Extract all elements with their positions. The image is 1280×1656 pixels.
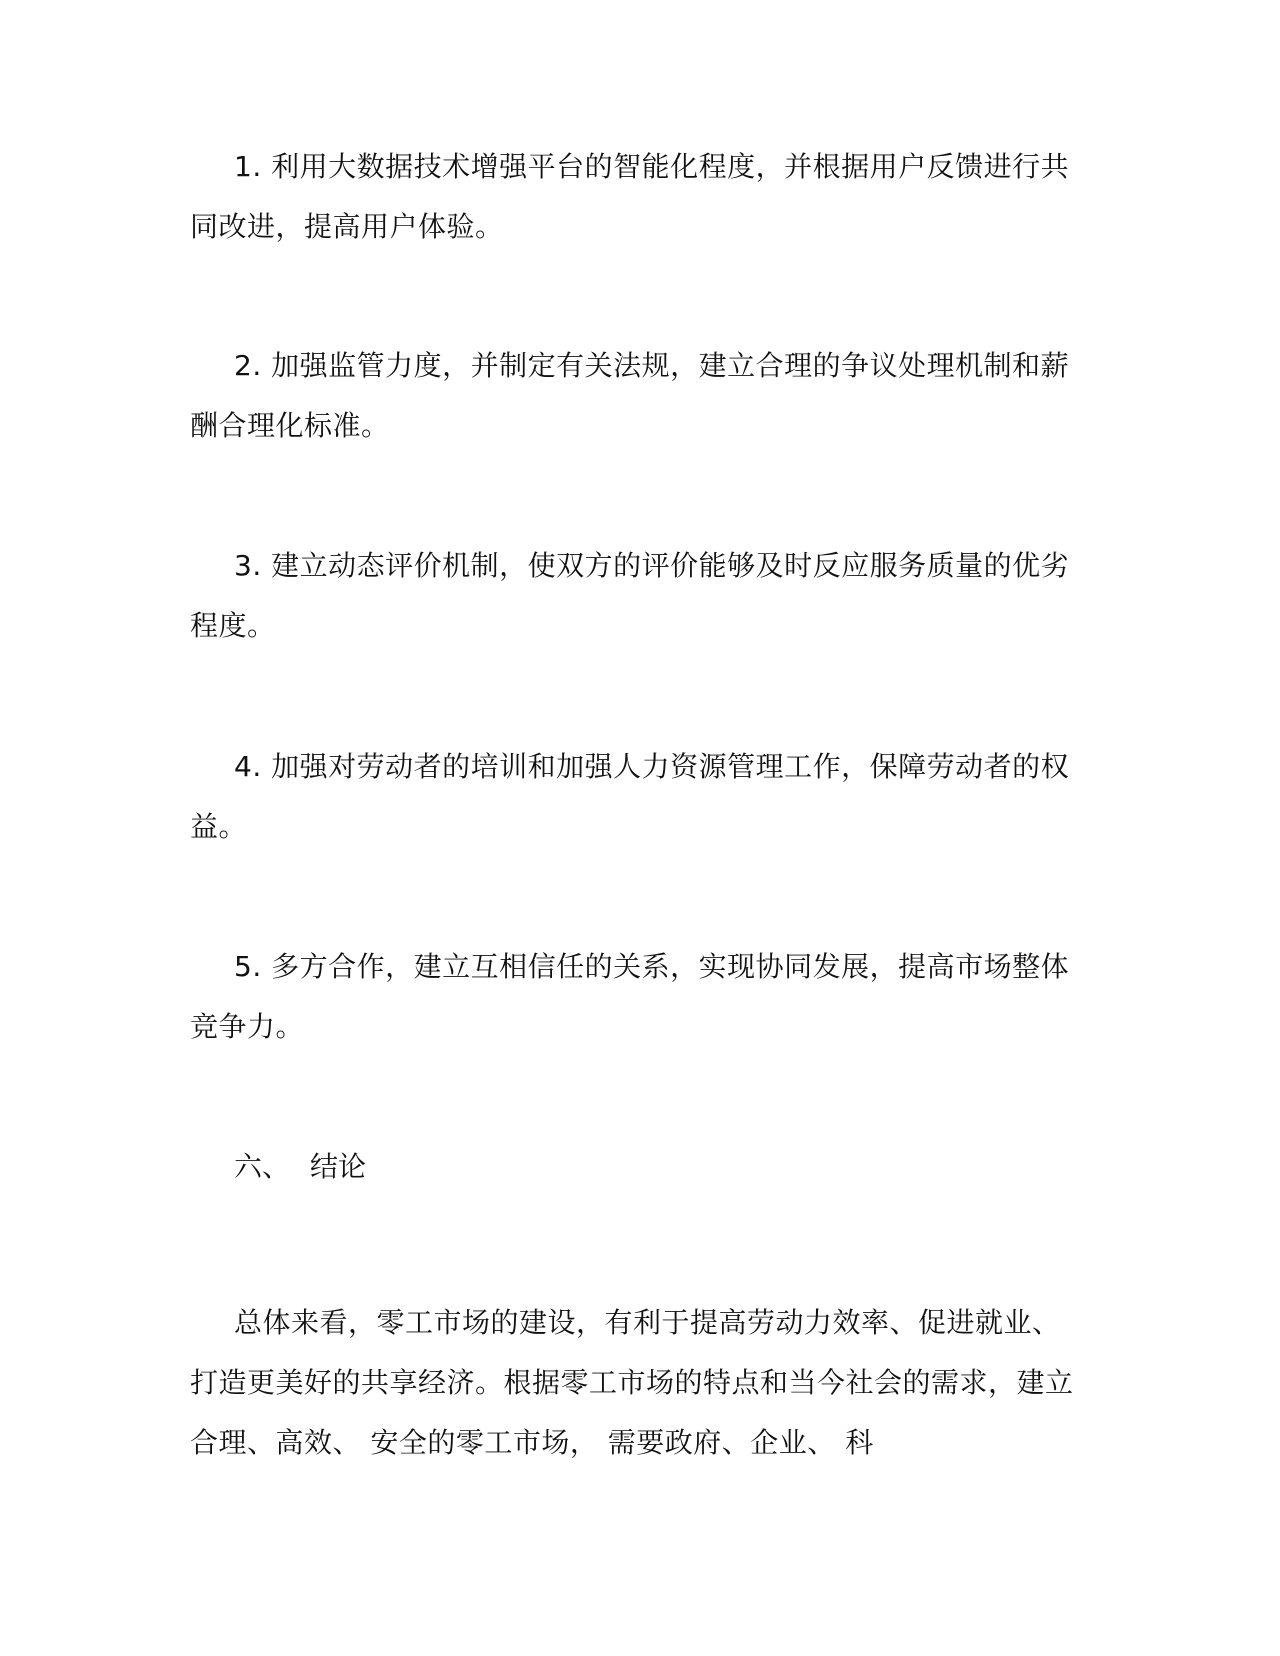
conclusion-paragraph: 总体来看，零工市场的建设，有利于提高劳动力效率、促进就业、打造更美好的共享经济。根据零工市场的特点和当今社会的需求，建立合理、高效、 安全的零工市场， 需要政府、企业、 科 xyxy=(190,1306,1074,1459)
section-number: 六、 xyxy=(234,1150,291,1183)
list-item-2: 2. 加强监管力度，并制定有关法规，建立合理的争议处理机制和薪酬合理化标准。 xyxy=(190,349,1070,442)
list-item-3: 3. 建立动态评价机制，使双方的评价能够及时反应服务质量的优劣程度。 xyxy=(190,549,1070,642)
section-heading xyxy=(234,1137,366,1197)
list-item-1: 1. 利用大数据技术增强平台的智能化程度，并根据用户反馈进行共同改进，提高用户体验。 xyxy=(190,150,1070,243)
section-title: 结论 xyxy=(310,1150,367,1183)
list-item-4: 4. 加强对劳动者的培训和加强人力资源管理工作，保障劳动者的权益。 xyxy=(190,750,1070,843)
list-item-5: 5. 多方合作，建立互相信任的关系，实现协同发展，提高市场整体竞争力。 xyxy=(190,950,1070,1043)
